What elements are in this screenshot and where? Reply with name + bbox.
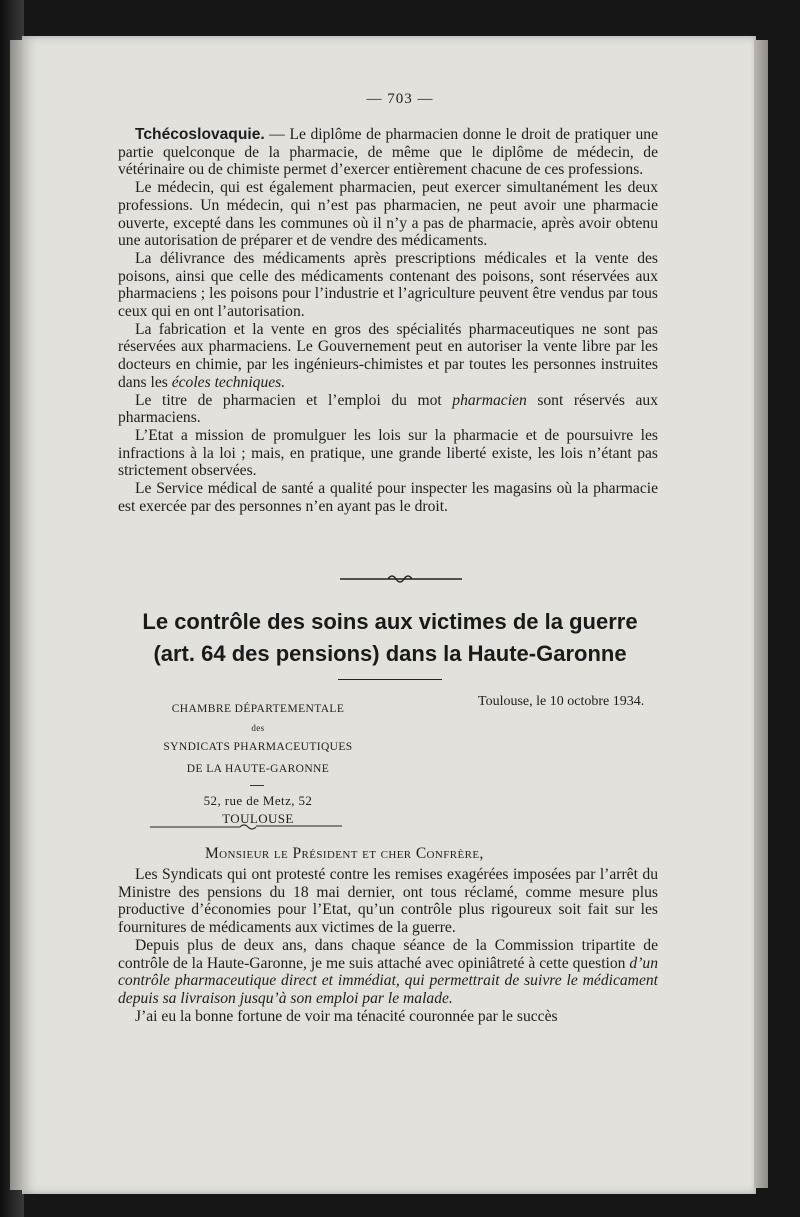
article-title-line-2: (art. 64 des pensions) dans la Haute-Garonne (153, 641, 627, 666)
section-tchecoslovaquie (118, 126, 658, 515)
letterhead-line: des (251, 723, 265, 733)
letterhead-line: DE LA HAUTE-GARONNE (186, 763, 330, 775)
letterhead-line: SYNDICATS PHARMACEUTIQUES (163, 741, 353, 753)
letter-date: Toulouse, le 10 octobre 1934. (478, 694, 645, 709)
paragraph (118, 937, 658, 1008)
letterhead-spacer (138, 780, 378, 792)
letterhead-underline-ornament (150, 822, 342, 830)
italic-text: pharmacien (452, 391, 527, 409)
country-heading: Tchécoslovaquie. (135, 126, 265, 143)
italic-text: d’un contrôle pharmaceutique direct et immédiat, qui permettrait de suivre le médicament depuis sa livraison jusqu’à son emploi par le malade. (118, 954, 658, 1007)
letterhead (138, 698, 378, 828)
page-stack-edge (754, 40, 768, 1188)
italic-text: écoles techniques. (171, 373, 286, 391)
letter-body (118, 866, 658, 1025)
paragraph: Le Service médical de santé a qualité pour inspecter les magasins où la pharmacie est exercée par des personnes n’en ayant pas le droit. (118, 480, 658, 515)
paragraph-text: La fabrication et la vente en gros des spécialités pharmaceutiques ne sont pas réservées aux pharmaciens. Le Gouvernement peut en autoriser la vente libre par les docteurs en chimie, par les ingénieurs-chimistes et par toutes les personnes instruites dans les (118, 320, 658, 391)
section-divider-ornament (340, 571, 462, 585)
paragraph: La délivrance des médicaments après prescriptions médicales et la vente des poisons, ainsi que celle des médicaments contenant des poisons, sont réservées aux pharmaciens ; les poisons pour l’industrie et l’agriculture peuvent être vendus par tous ceux qui en ont l’autorisation. (118, 249, 658, 321)
paragraph-text: — Le diplôme de pharmacien donne le droit de pratiquer une partie quelconque de la pharmacie, de même que le diplôme de médecin, de vétérinaire ou de chimiste permet d’exercer entièrement chacune de ces professions. (118, 126, 658, 179)
paragraph-text: Le titre de pharmacien et l’emploi du mot (135, 391, 453, 409)
letter-salutation: Monsieur le Président et cher Confrère, (205, 845, 484, 862)
paragraph: J’ai eu la bonne fortune de voir ma ténacité couronnée par le succès (135, 1007, 558, 1025)
paragraph-text: Depuis plus de deux ans, dans chaque séance de la Commission tripartite de contrôle de la Haute-Garonne, je me suis attaché avec opiniâtreté à cette question (118, 936, 658, 972)
page-number: — 703 — (366, 91, 434, 107)
title-underline (338, 679, 442, 680)
letterhead-line: CHAMBRE DÉPARTEMENTALE (171, 703, 345, 715)
paragraph (118, 126, 658, 179)
letterhead-city: TOULOUSE (222, 811, 294, 826)
paragraph (118, 392, 658, 427)
paragraph: Le médecin, qui est également pharmacien, peut exercer simultanément les deux professions. Un médecin, qui n’est pas pharmacien, ne peut avoir une pharmacie ouverte, excepté dans les communes où il n’y a pas de pharmacie, après avoir obtenu une autorisation de préparer et de vendre des médicaments. (118, 179, 658, 250)
paragraph: L’Etat a mission de promulguer les lois sur la pharmacie et de poursuivre les infractions à la loi ; mais, en pratique, une grande liberté existe, les lois n’étant pas strictement observées. (118, 426, 658, 480)
paragraph-text: sont réservés aux pharmaciens. (118, 391, 658, 427)
letterhead-address: 52, rue de Metz, 52 (203, 793, 313, 808)
letterhead-dash (250, 785, 264, 786)
article-title-line-1: Le contrôle des soins aux victimes de la guerre (142, 609, 638, 634)
paragraph: Les Syndicats qui ont protesté contre les remises exagérées imposées par l’arrêt du Ministre des pensions du 18 mai dernier, ont tous réclamé, comme mesure plus productive d’économies pour l’Etat, qu’un contrôle plus rigoureux soit fait sur les fournitures de médicaments aux victimes de la guerre. (118, 866, 658, 937)
paragraph (118, 321, 658, 392)
